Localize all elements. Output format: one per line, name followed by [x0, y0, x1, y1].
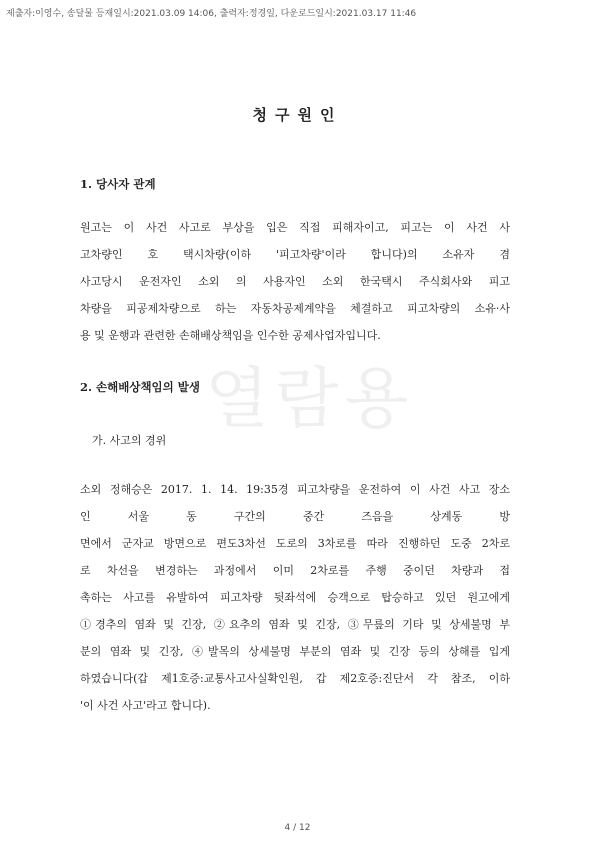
paragraph-line: 로 차선을 변경하는 과정에서 이미 2차로를 주행 중이던 차량과 접	[80, 564, 510, 577]
paragraph-line: 고차량인 호 택시차량(이하 '피고차량'이라 합니다)의 소유자 겸	[80, 248, 510, 261]
paragraph-line: '이 사건 사고'라고 합니다).	[80, 699, 211, 712]
paragraph-accident	[80, 476, 510, 719]
viewing-watermark: 열람용	[205, 360, 415, 437]
section-heading-parties: 1. 당사자 관계	[80, 177, 156, 191]
paragraph-line: ①경추의 염좌 및 긴장, ②요추의 염좌 및 긴장, ③무릎의 기타 및 상세불명 부	[80, 618, 510, 631]
section-heading-liability: 2. 손해배상책임의 발생	[80, 380, 200, 394]
subsection-heading-accident: 가. 사고의 경위	[92, 434, 167, 447]
paragraph-line: 하였습니다(갑 제1호증:교통사고사실확인원, 갑 제2호증:진단서 각 참조, 이하	[80, 672, 510, 685]
paragraph-line: 용 및 운행과 관련한 손해배상책임을 인수한 공제사업자입니다.	[80, 329, 381, 342]
paragraph-line: 소외 정해승은 2017. 1. 14. 19:35경 피고차량을 운전하여 이 사건 사고 장소	[80, 483, 510, 496]
paragraph-line: 면에서 군자교 방면으로 편도3차선 도로의 3차로를 따라 진행하던 도중 2차로	[80, 537, 510, 550]
paragraph-line: 차량을 피공제차량으로 하는 자동차공제계약을 체결하고 피고차량의 소유·사	[80, 302, 510, 315]
paragraph-parties	[80, 214, 510, 349]
paragraph-line: 사고당시 운전자인 소외 의 사용자인 소외 한국택시 주식회사와 피고	[80, 275, 510, 288]
document-title: 청구원인	[252, 106, 343, 124]
paragraph-line: 분의 염좌 및 긴장, ④발목의 상세불명 부분의 염좌 및 긴장 등의 상해를 입게	[80, 645, 510, 658]
paragraph-line: 인 서울 동 구간의 중간 즈음을 상계동 방	[80, 510, 510, 523]
document-meta-header: 제출자:이영수, 송달물 등재일시:2021.03.09 14:06, 출력자:정경일, 다운로드일시:2021.03.17 11:46	[6, 9, 417, 19]
paragraph-line: 촉하는 사고를 유발하여 피고차량 뒷좌석에 승객으로 탑승하고 있던 원고에게	[80, 591, 510, 604]
page-number: 4 / 12	[284, 823, 311, 833]
paragraph-line: 원고는 이 사건 사고로 부상을 입은 직접 피해자이고, 피고는 이 사건 사	[80, 221, 510, 234]
